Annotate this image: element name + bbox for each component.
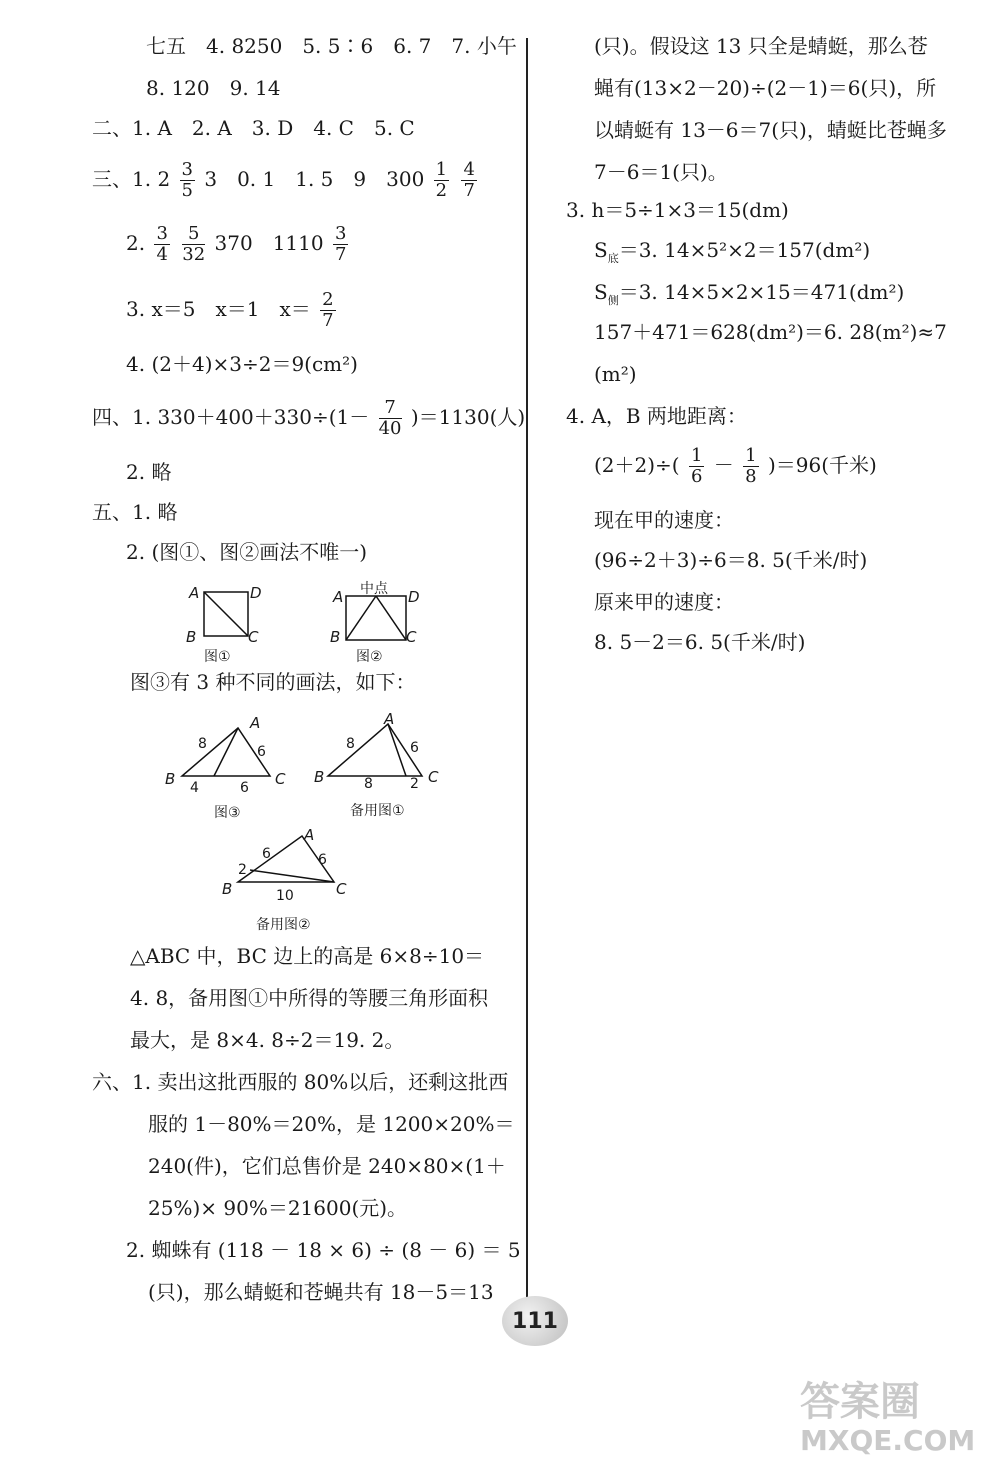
answer-line: 四、1. 330＋400＋330÷(1－ $\frac{7}{40}$ )＝1130(人) <box>92 397 526 439</box>
answer-line: 4. (2＋4)×3÷2＝9(cm²) <box>126 352 358 376</box>
answer-line: 原来甲的速度： <box>594 590 734 614</box>
answer-line: 4. A，B 两地距离： <box>566 404 747 428</box>
answer-line: 图③有 3 种不同的画法，如下： <box>130 670 416 694</box>
answer-line: (m²) <box>594 362 637 386</box>
column-divider <box>526 38 528 1300</box>
page-number: 111 <box>502 1296 568 1346</box>
answer-line: 2. $\frac{3}{4}$ $\frac{5}{32}$ 370 1110 $\frac{3}{7}$ <box>126 223 347 265</box>
answer-line: 六、1. 卖出这批西服的 80%以后，还剩这批西 <box>92 1070 509 1094</box>
vertex-label: A <box>384 710 395 728</box>
figure-caption: 备用图① <box>350 803 405 819</box>
side-length: 8 <box>346 736 355 752</box>
answer-line: 240(件)，它们总售价是 240×80×(1＋ <box>148 1154 506 1178</box>
answer-line: 8. 120 9. 14 <box>146 76 281 100</box>
fraction: $\frac{1}{6}$ <box>690 445 703 487</box>
figure-caption: 图② <box>356 649 383 665</box>
figure-triangle-4 <box>318 710 438 795</box>
vertex-label: C <box>406 628 417 646</box>
answer-line: $S_侧=3$. 14×5×2×15＝471(dm²) <box>594 280 905 307</box>
vertex-label: B <box>222 880 233 898</box>
answer-line: 最大，是 8×4. 8÷2＝19. 2。 <box>130 1028 405 1052</box>
side-length: 10 <box>276 888 294 904</box>
answer-line: (只)，那么蜻蜓和苍蝇共有 18－5＝13 <box>148 1280 494 1304</box>
answer-line: 4. 8，备用图①中所得的等腰三角形面积 <box>130 986 489 1010</box>
answer-line: 3. x＝5 x＝1 x＝ $\frac{2}{7}$ <box>126 289 334 331</box>
side-length: 4 <box>190 780 199 796</box>
midpoint-label: 中点 <box>360 581 388 597</box>
fraction: $\frac{3}{7}$ <box>334 223 347 265</box>
vertex-label: A <box>304 826 315 844</box>
answer-line: 服的 1－80%＝20%，是 1200×20%＝ <box>148 1112 515 1136</box>
vertex-label: B <box>330 628 341 646</box>
figure-caption: 图③ <box>214 805 241 821</box>
watermark-url: MXQE.COM <box>800 1424 976 1457</box>
vertex-label: C <box>428 768 439 786</box>
answer-line: 2. 略 <box>126 460 172 484</box>
answer-line: 五、1. 略 <box>92 500 178 524</box>
answer-line: 25%)× 90%＝21600(元)。 <box>148 1196 408 1220</box>
fraction: $\frac{5}{32}$ <box>182 223 206 265</box>
answer-line: (96÷2＋3)÷6＝8. 5(千米/时) <box>594 548 868 572</box>
vertex-label: A <box>189 584 200 602</box>
vertex-label: B <box>314 768 325 786</box>
side-length: 2 <box>410 776 419 792</box>
answer-line: (只)。假设这 13 只全是蜻蜓，那么苍 <box>594 34 928 58</box>
answer-line: 7－6＝1(只)。 <box>594 160 728 184</box>
side-length: 8 <box>364 776 373 792</box>
answer-line: 蝇有(13×2－20)÷(2－1)＝6(只)，所 <box>594 76 937 100</box>
watermark-logo: 答案圈 <box>800 1379 920 1425</box>
answer-line: 三、1. 2 $\frac{3}{5}$ 3 0. 1 1. 5 9 300 $\frac{1}{2}$ $\frac{4}{7}$ <box>92 159 475 201</box>
fraction: $\frac{7}{40}$ <box>378 397 402 439</box>
answer-line: 157＋471＝628(dm²)＝6. 28(m²)≈7 <box>594 320 947 344</box>
answer-line: △ABC 中，BC 边上的高是 6×8÷10＝ <box>130 944 485 968</box>
figure-triangle-3 <box>160 710 290 795</box>
fraction: $\frac{2}{7}$ <box>322 289 334 331</box>
fraction: $\frac{4}{7}$ <box>463 159 475 201</box>
side-length: 6 <box>318 852 327 868</box>
answer-line: 3. h＝5÷1×3＝15(dm) <box>566 198 789 222</box>
figure-caption: 备用图② <box>256 917 311 933</box>
vertex-label: A <box>250 714 261 732</box>
side-length: 2 <box>238 862 247 878</box>
vertex-label: D <box>408 588 420 606</box>
side-length: 6 <box>240 780 249 796</box>
answer-line: 现在甲的速度： <box>594 508 734 532</box>
answer-line: 七五 4. 8250 5. 5∶6 6. 7 7. 小午 <box>146 34 517 58</box>
answer-line: 2. (图①、图②画法不唯一) <box>126 540 368 564</box>
fraction: $\frac{1}{8}$ <box>745 445 757 487</box>
answer-line: $S_底=3$. 14×5²×2＝157(dm²) <box>594 238 871 265</box>
fraction: $\frac{3}{5}$ <box>181 159 193 201</box>
answer-line: 2. 蜘蛛有 (118 － 18 × 6) ÷ (8 － 6) ＝ 5 <box>126 1238 521 1262</box>
vertex-label: D <box>250 584 262 602</box>
figure-caption: 图① <box>204 649 231 665</box>
side-length: 8 <box>198 736 207 752</box>
side-length: 6 <box>257 744 266 760</box>
vertex-label: C <box>336 880 347 898</box>
vertex-label: B <box>186 628 197 646</box>
answer-line: 以蜻蜓有 13－6＝7(只)，蜻蜓比苍蝇多 <box>594 118 947 142</box>
fraction: $\frac{1}{2}$ <box>435 159 448 201</box>
answer-line: (2＋2)÷( $\frac{1}{6}$ － $\frac{1}{8}$ )＝96(千米) <box>594 445 877 487</box>
vertex-label: C <box>275 770 286 788</box>
vertex-label: C <box>248 628 259 646</box>
side-length: 6 <box>262 846 271 862</box>
fraction: $\frac{3}{4}$ <box>156 223 168 265</box>
side-length: 6 <box>410 740 419 756</box>
vertex-label: A <box>333 588 344 606</box>
answer-line: 8. 5－2＝6. 5(千米/时) <box>594 630 806 654</box>
answer-line: 二、1. A 2. A 3. D 4. C 5. C <box>92 116 415 140</box>
vertex-label: B <box>165 770 176 788</box>
